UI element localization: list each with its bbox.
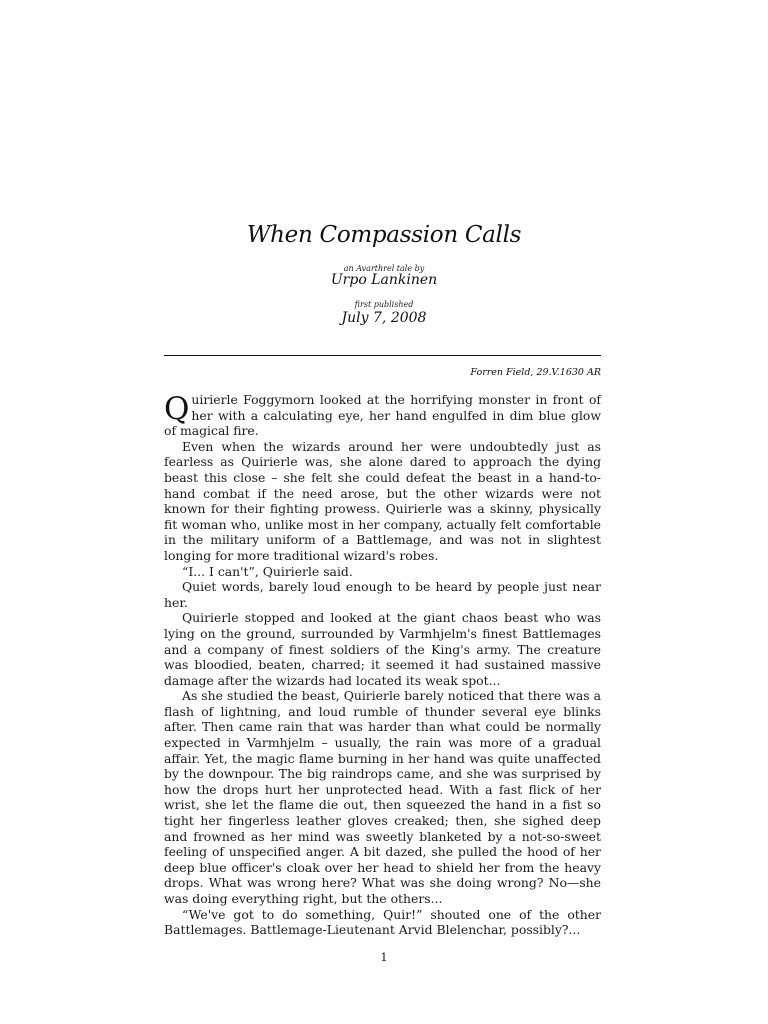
paragraph: “We've got to do something, Quir!” shouted one of the other Battlemages. Battlemage-Lieutenant Arvid Blelenchar, possibly?... [164,906,601,938]
section-rule [164,355,601,356]
page-number: 1 [380,951,388,964]
dateline: Forren Field, 29.V.1630 AR [470,367,601,378]
paragraph: Quirierle Foggymorn looked at the horrifying monster in front of her with a calculating eye, her hand engulfed in dim blue glow of magical fire. [164,391,601,439]
published-label: first published [354,300,414,309]
story-title: When Compassion Calls [246,222,522,248]
paragraph: Quiet words, barely loud enough to be heard by people just near her. [164,579,601,610]
paragraph: Quirierle stopped and looked at the giant chaos beast who was lying on the ground, surrounded by Varmhjelm's finest Battlemages and a company of finest soldiers of the King's army. The creature was bloodied, beaten, charred; it seemed it had sustained massive damage after the wizards had located its weak spot... [164,610,601,688]
paragraph: “I... I can't”, Quirierle said. [182,563,353,579]
paragraph: Even when the wizards around her were undoubtedly just as fearless as Quirierle was, she alone dared to approach the dying beast this close – she felt she could defeat the beast in a hand-to-hand combat if the need arose, but the other wizards were not known for their fighting prowess. Quirierle was a skinny, physically fit woman who, unlike most in her company, actually felt comfortable in the military uniform of a Battlemage, and was not in slightest longing for more traditional wizard's robes. [164,438,601,563]
story-body [164,392,601,938]
published-date: July 7, 2008 [341,310,427,326]
author-name: Urpo Lankinen [330,272,438,288]
drop-cap: Q [164,391,190,427]
paragraph: As she studied the beast, Quirierle barely noticed that there was a flash of lightning, and loud rumble of thunder several eye blinks after. Then came rain that was harder than what could be normally expected in Varmhjelm – usually, the rain was more of a gradual affair. Yet, the magic flame burning in her hand was quite unaffected by the downpour. The big raindrops came, and she was surprised by how the drops hurt her unprotected head. With a fast flick of her wrist, she let the flame die out, then squeezed the hand in a fist so tight her fingerless leather gloves creaked; then, she sighed deep and frowned as her mind was sweetly blanketed by a not-so-sweet feeling of unspecified anger. A bit dazed, she pulled the hood of her deep blue officer's cloak over her head to shield her from the heavy drops. What was wrong here? What was she doing wrong? No—she was doing everything right, but the others... [164,688,601,906]
tale-label: an Avarthrel tale by [343,264,425,273]
